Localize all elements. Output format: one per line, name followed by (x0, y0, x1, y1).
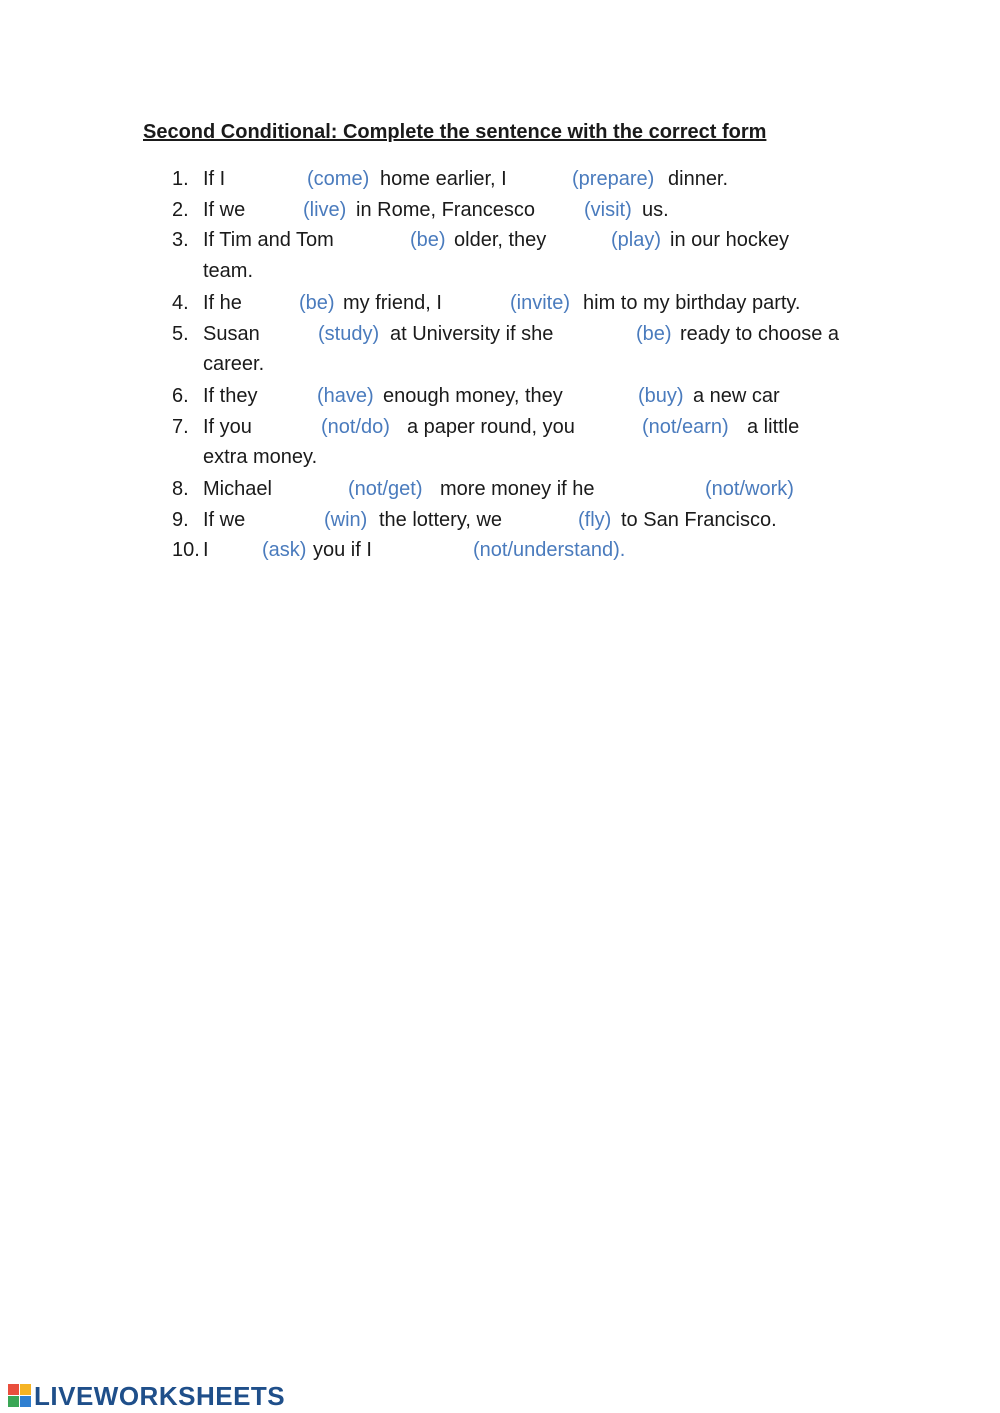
verb-hint: (ask) (262, 539, 307, 561)
verb-hint: (live) (303, 199, 347, 221)
sentence-text: team. (203, 260, 254, 282)
item-number: 2. (172, 199, 189, 221)
sentence-text: enough money, they (383, 385, 563, 407)
liveworksheets-logo-icon (8, 1384, 32, 1408)
sentence-text: extra money. (203, 446, 318, 468)
sentence-text: If Tim and Tom (203, 229, 334, 251)
sentence-text: at University if she (390, 323, 554, 345)
sentence-text: the lottery, we (379, 509, 503, 531)
sentence-text: my friend, I (343, 292, 442, 314)
sentence-text: you if I (313, 539, 372, 561)
sentence-text: a new car (693, 385, 780, 407)
verb-hint: (play) (611, 229, 662, 251)
sentence-text: If he (203, 292, 242, 314)
sentence-text: him to my birthday party. (583, 292, 801, 314)
sentence-text: Susan (203, 323, 260, 345)
sentence-text: home earlier, I (380, 168, 507, 190)
verb-hint: (win) (324, 509, 368, 531)
item-number: 8. (172, 478, 189, 500)
sentence-text: older, they (454, 229, 547, 251)
sentence-text: If we (203, 509, 246, 531)
item-number: 7. (172, 416, 189, 438)
verb-hint: (invite) (510, 292, 571, 314)
verb-hint: (not/understand). (473, 539, 626, 561)
verb-hint: (not/do) (321, 416, 390, 438)
verb-hint: (come) (307, 168, 370, 190)
brand-name: LIVEWORKSHEETS (34, 1380, 286, 1411)
sentence-text: more money if he (440, 478, 595, 500)
sentence-text: in our hockey (670, 229, 789, 251)
verb-hint: (not/earn) (642, 416, 729, 438)
sentence-text: If I (203, 168, 226, 190)
sentence-text: career. (203, 353, 265, 375)
sentence-text: a paper round, you (407, 416, 575, 438)
sentence-text: I (203, 539, 209, 561)
sentence-text: If we (203, 199, 246, 221)
sentence-text: to San Francisco. (621, 509, 777, 531)
sentence-text: ready to choose a (680, 323, 839, 345)
item-number: 1. (172, 168, 189, 190)
item-number: 4. (172, 292, 189, 314)
verb-hint: (not/get) (348, 478, 423, 500)
worksheet-title: Second Conditional: Complete the sentence with the correct form (143, 121, 767, 143)
liveworksheets-logo (8, 1382, 285, 1410)
verb-hint: (prepare) (572, 168, 655, 190)
item-number: 5. (172, 323, 189, 345)
sentence-text: a little (747, 416, 800, 438)
sentence-text: dinner. (668, 168, 729, 190)
sentence-text: If you (203, 416, 252, 438)
sentence-text: us. (642, 199, 669, 221)
verb-hint: (study) (318, 323, 380, 345)
item-number: 9. (172, 509, 189, 531)
verb-hint: (be) (636, 323, 672, 345)
item-number: 6. (172, 385, 189, 407)
verb-hint: (fly) (578, 509, 612, 531)
sentence-text: in Rome, Francesco (356, 199, 535, 221)
verb-hint: (buy) (638, 385, 684, 407)
sentence-text: Michael (203, 478, 272, 500)
verb-hint: (not/work) (705, 478, 794, 500)
verb-hint: (be) (410, 229, 446, 251)
sentence-text: If they (203, 385, 258, 407)
verb-hint: (be) (299, 292, 335, 314)
verb-hint: (visit) (584, 199, 632, 221)
item-number: 3. (172, 229, 189, 251)
verb-hint: (have) (317, 385, 374, 407)
item-number: 10. (172, 539, 200, 561)
